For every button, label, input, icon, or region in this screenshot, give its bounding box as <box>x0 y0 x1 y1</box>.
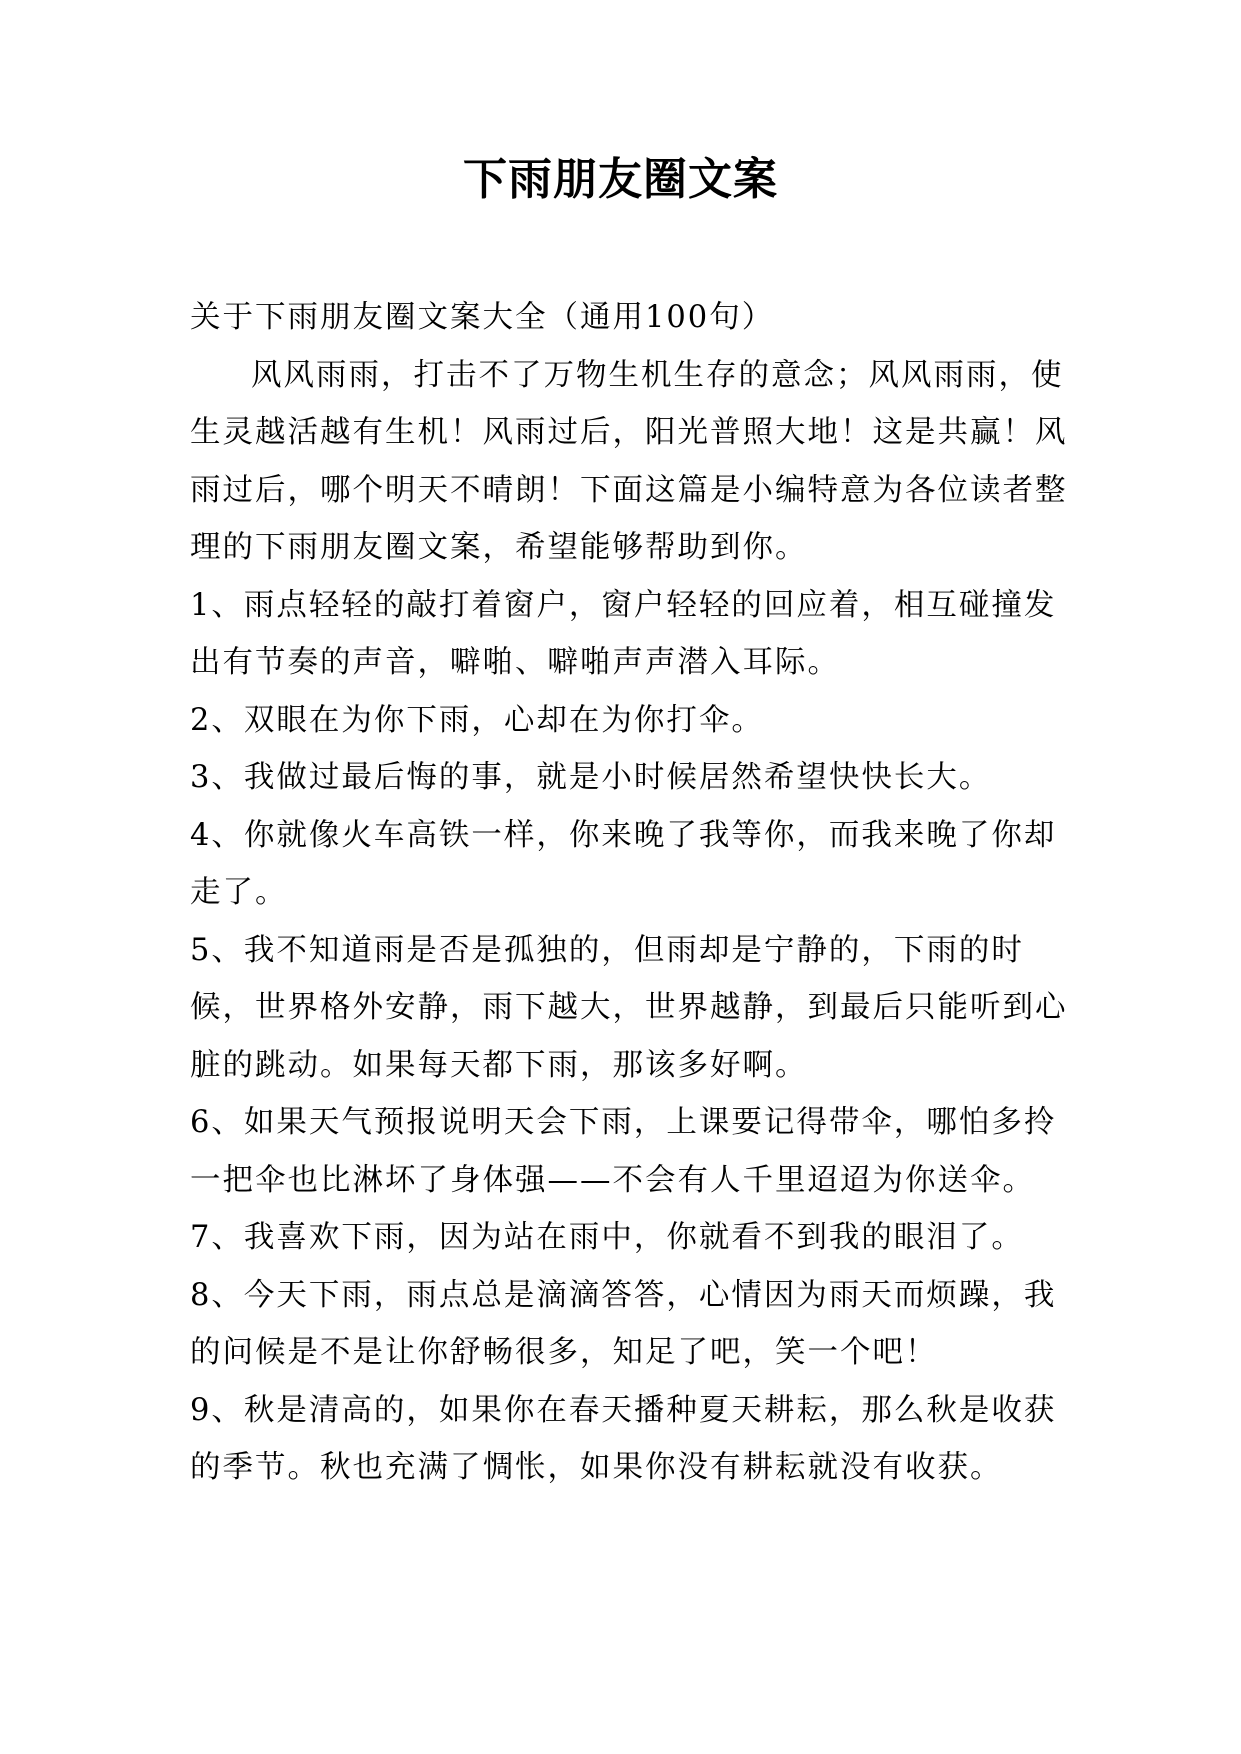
list-item: 6、如果天气预报说明天会下雨，上课要记得带伞，哪怕多拎一把伞也比淋坏了身体强——不会有人千里迢迢为你送伞。 <box>190 1105 1057 1198</box>
list-item: 9、秋是清高的，如果你在春天播种夏天耕耘，那么秋是收获的季节。秋也充满了惆怅，如果你没有耕耘就没有收获。 <box>190 1392 1057 1485</box>
document-subtitle: 关于下雨朋友圈文案大全（通用100句） <box>190 300 775 335</box>
list-item: 1、雨点轻轻的敲打着窗户，窗户轻轻的回应着，相互碰撞发出有节奏的声音，噼啪、噼啪声声潜入耳际。 <box>190 587 1057 680</box>
intro-paragraph: 风风雨雨，打击不了万物生机生存的意念；风风雨雨，使生灵越活越有生机！风雨过后，阳光普照大地！这是共赢！风雨过后，哪个明天不晴朗！下面这篇是小编特意为各位读者整理的下雨朋友圈文案，希望能够帮助到你。 <box>190 357 1068 565</box>
document-title: 下雨朋友圈文案 <box>463 154 778 205</box>
list-item: 3、我做过最后悔的事，就是小时候居然希望快快长大。 <box>190 760 992 795</box>
document-body <box>190 289 1070 1497</box>
list-item: 2、双眼在为你下雨，心却在为你打伞。 <box>190 702 764 738</box>
list-item: 5、我不知道雨是否是孤独的，但雨却是宁静的，下雨的时候，世界格外安静，雨下越大，世界越静，到最后只能听到心脏的跳动。如果每天都下雨，那该多好啊。 <box>190 932 1068 1083</box>
list-item: 7、我喜欢下雨，因为站在雨中，你就看不到我的眼泪了。 <box>190 1220 1024 1255</box>
list-item: 8、今天下雨，雨点总是滴滴答答，心情因为雨天而烦躁，我的问候是不是让你舒畅很多，知足了吧，笑一个吧！ <box>190 1277 1057 1370</box>
list-item: 4、你就像火车高铁一样，你来晚了我等你，而我来晚了你却走了。 <box>190 817 1057 910</box>
